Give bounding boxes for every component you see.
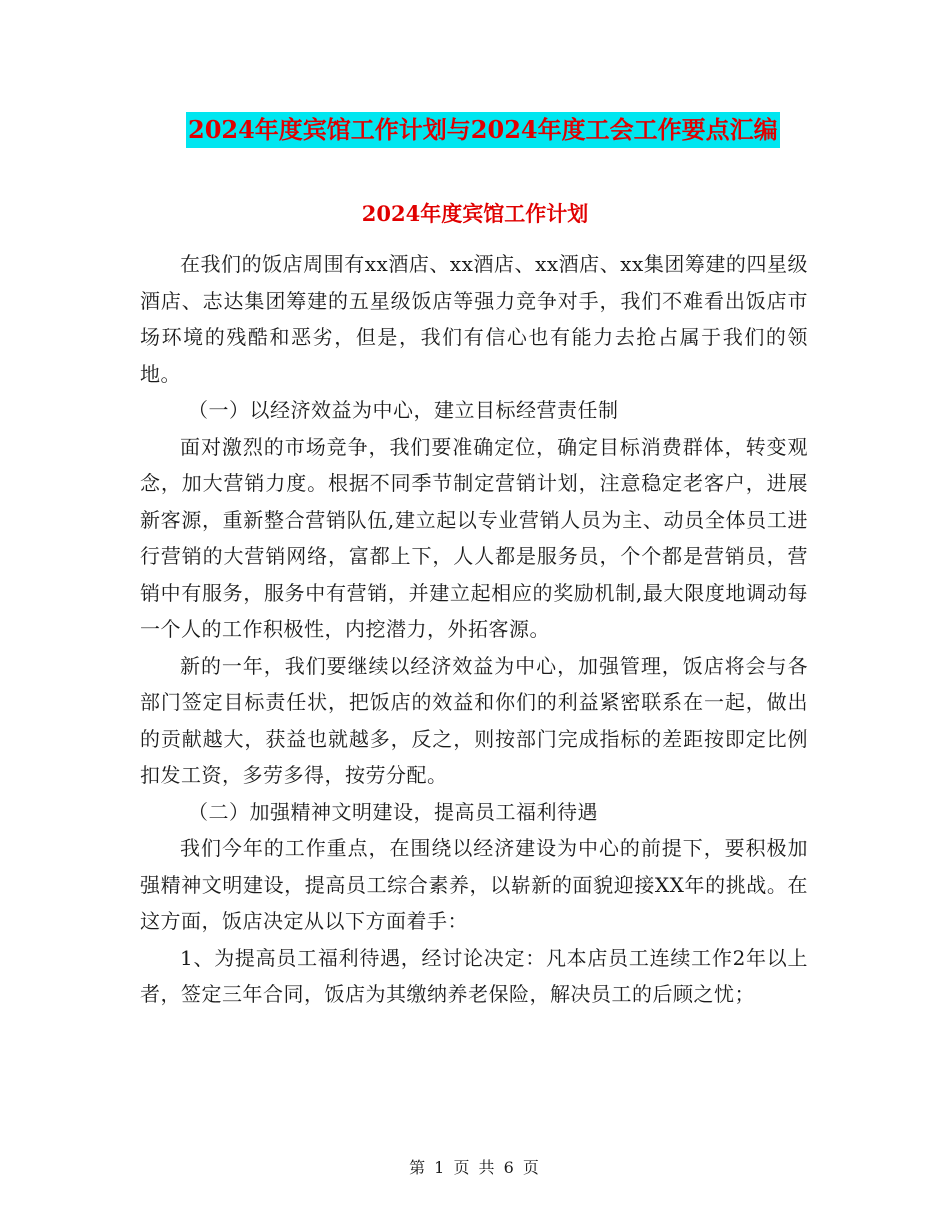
subsection-heading: （一）以经济效益为中心，建立目标经营责任制 — [188, 398, 619, 422]
document-title: 2024年度宾馆工作计划与2024年度工会工作要点汇编 — [186, 112, 780, 148]
section-title: 2024年度宾馆工作计划 — [361, 201, 589, 226]
page-footer: 第 1 页 共 6 页 — [409, 1158, 541, 1177]
paragraph: 在我们的饭店周围有xx酒店、xx酒店、xx酒店、xx集团筹建的四星级酒店、志达集团筹建的五星级饭店等强力竞争对手，我们不难看出饭店市场环境的残酷和恶劣，但是，我们有信心也有能力去抢占属于我们的领地。 — [140, 252, 808, 386]
document-body — [140, 246, 808, 1013]
paragraph: 我们今年的工作重点，在围绕以经济建设为中心的前提下，要积极加强精神文明建设，提高员工综合素养，以崭新的面貌迎接XX年的挑战。在这方面，饭店决定从以下方面着手： — [140, 836, 808, 933]
paragraph: 1、为提高员工福利待遇，经讨论决定：凡本店员工连续工作2年以上者，签定三年合同，饭店为其缴纳养老保险，解决员工的后顾之忧； — [140, 945, 808, 1006]
paragraph: 新的一年，我们要继续以经济效益为中心，加强管理，饭店将会与各部门签定目标责任状，把饭店的效益和你们的利益紧密联系在一起，做出的贡献越大，获益也就越多，反之，则按部门完成指标的差距按即定比例扣发工资，多劳多得，按劳分配。 — [140, 653, 808, 787]
paragraph: 面对激烈的市场竞争，我们要准确定位，确定目标消费群体，转变观念，加大营销力度。根据不同季节制定营销计划，注意稳定老客户，进展新客源，重新整合营销队伍,建立起以专业营销人员为主、动员全体员工进行营销的大营销网络，富都上下，人人都是服务员，个个都是营销员，营销中有服务，服务中有营销，并建立起相应的奖励机制,最大限度地调动每一个人的工作积极性，内挖潜力，外拓客源。 — [140, 434, 808, 641]
subsection-heading: （二）加强精神文明建设，提高员工福利待遇 — [188, 799, 598, 824]
